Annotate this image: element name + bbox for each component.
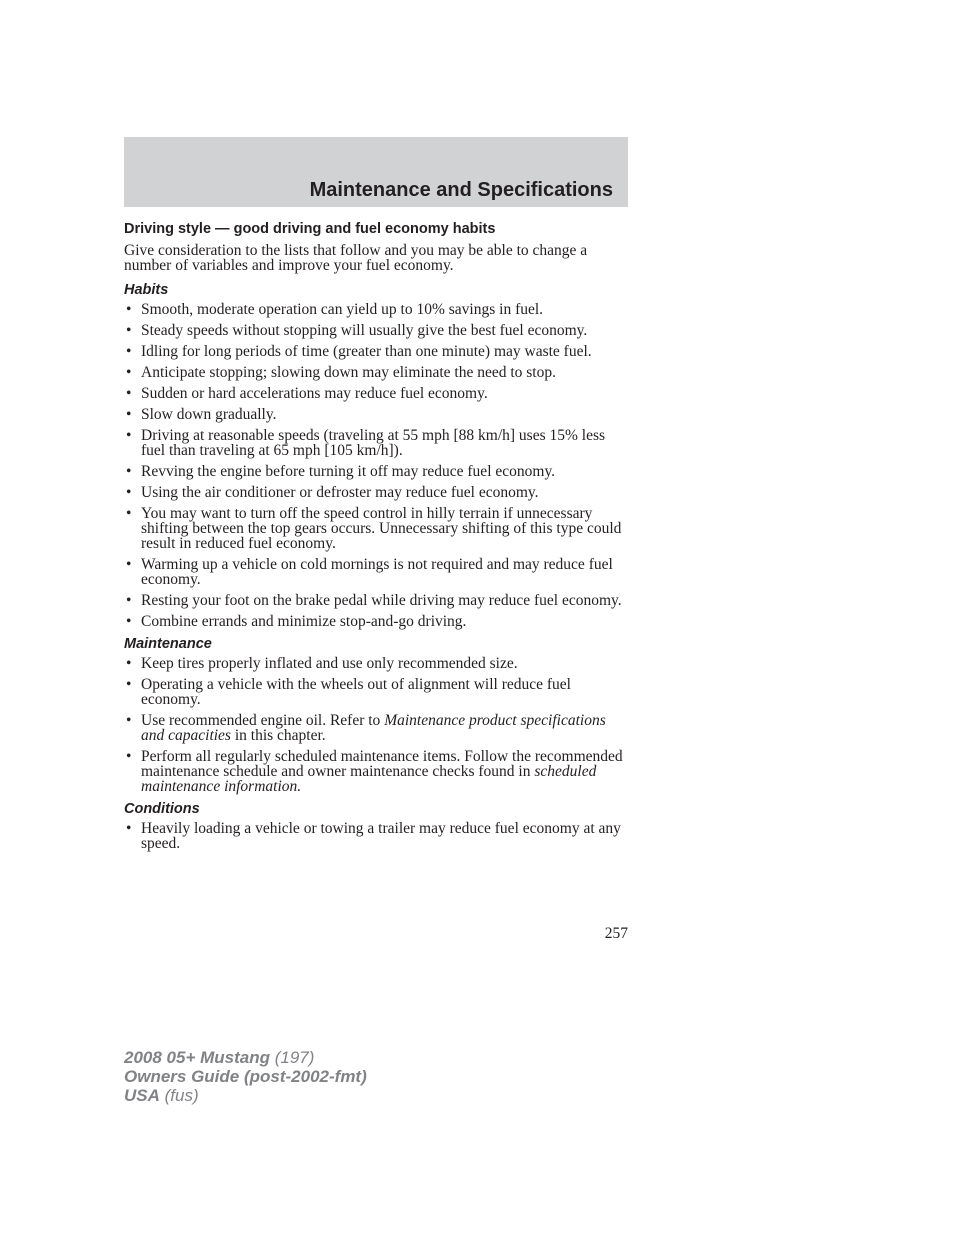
list-item: • Use recommended engine oil. Refer to Maintenance product specifications and capacities in this chapter.	[126, 712, 606, 744]
list-item: • Heavily loading a vehicle or towing a trailer may reduce fuel economy at any speed.	[126, 820, 621, 852]
list-item: • Driving at reasonable speeds (traveling at 55 mph [88 km/h] uses 15% less fuel than traveling at 65 mph [105 km/h]).	[126, 427, 606, 459]
bullet-icon: •	[126, 748, 132, 765]
list-item: • Perform all regularly scheduled maintenance items. Follow the recommended maintenance schedule and owner maintenance checks found in scheduled maintenance information.	[126, 748, 623, 795]
section-heading: Driving style — good driving and fuel economy habits	[124, 221, 496, 237]
footer-line-3: USA (fus)	[124, 1086, 199, 1105]
chapter-header-band	[124, 137, 628, 207]
list-item: • Keep tires properly inflated and use only recommended size.	[126, 655, 518, 672]
bullet-icon: •	[126, 385, 132, 402]
habits-heading: Habits	[124, 282, 169, 298]
bullet-icon: •	[126, 505, 132, 522]
chapter-title: Maintenance and Specifications	[309, 179, 613, 201]
list-item: • You may want to turn off the speed control in hilly terrain if unnecessary shifting between the top gears occurs. Unnecessary shifting of this type could result in reduced fuel economy.	[126, 505, 622, 552]
bullet-icon: •	[126, 655, 132, 672]
footer-line-1: 2008 05+ Mustang (197)	[124, 1048, 315, 1067]
bullet-icon: •	[126, 712, 132, 729]
document-footer	[124, 1048, 367, 1105]
page-number: 257	[604, 925, 628, 942]
list-item: • Anticipate stopping; slowing down may eliminate the need to stop.	[126, 364, 556, 381]
list-item: • Combine errands and minimize stop-and-go driving.	[126, 613, 467, 630]
bullet-icon: •	[126, 343, 132, 360]
list-item: • Idling for long periods of time (greater than one minute) may waste fuel.	[126, 343, 592, 360]
list-item: • Steady speeds without stopping will usually give the best fuel economy.	[126, 322, 588, 339]
list-item: • Revving the engine before turning it off may reduce fuel economy.	[126, 463, 556, 480]
bullet-icon: •	[126, 613, 132, 630]
bullet-icon: •	[126, 556, 132, 573]
bullet-icon: •	[126, 676, 132, 693]
bullet-icon: •	[126, 322, 132, 339]
list-item: • Operating a vehicle with the wheels out of alignment will reduce fuel economy.	[126, 676, 571, 708]
conditions-heading: Conditions	[124, 801, 200, 817]
cross-reference: scheduled maintenance information.	[141, 763, 597, 795]
bullet-icon: •	[126, 820, 132, 837]
bullet-icon: •	[126, 364, 132, 381]
habits-list	[124, 302, 628, 629]
list-item: • Using the air conditioner or defroster may reduce fuel economy.	[126, 484, 539, 501]
list-item: • Smooth, moderate operation can yield up to 10% savings in fuel.	[126, 301, 544, 318]
bullet-icon: •	[126, 406, 132, 423]
list-item: • Slow down gradually.	[126, 406, 277, 423]
cross-reference: Maintenance product specifications and capacities	[141, 712, 606, 744]
list-item: • Warming up a vehicle on cold mornings is not required and may reduce fuel economy.	[126, 556, 613, 588]
maintenance-heading: Maintenance	[124, 636, 212, 652]
maintenance-list	[124, 656, 628, 794]
list-item: • Sudden or hard accelerations may reduce fuel economy.	[126, 385, 488, 402]
bullet-icon: •	[126, 592, 132, 609]
intro-paragraph: Give consideration to the lists that follow and you may be able to change a number of variables and improve your fuel economy.	[124, 242, 588, 274]
bullet-icon: •	[126, 484, 132, 501]
footer-line-2: Owners Guide (post-2002-fmt)	[124, 1067, 367, 1086]
conditions-list	[124, 821, 628, 851]
list-item: • Resting your foot on the brake pedal while driving may reduce fuel economy.	[126, 592, 622, 609]
page-content	[124, 220, 628, 857]
bullet-icon: •	[126, 301, 132, 318]
bullet-icon: •	[126, 463, 132, 480]
bullet-icon: •	[126, 427, 132, 444]
